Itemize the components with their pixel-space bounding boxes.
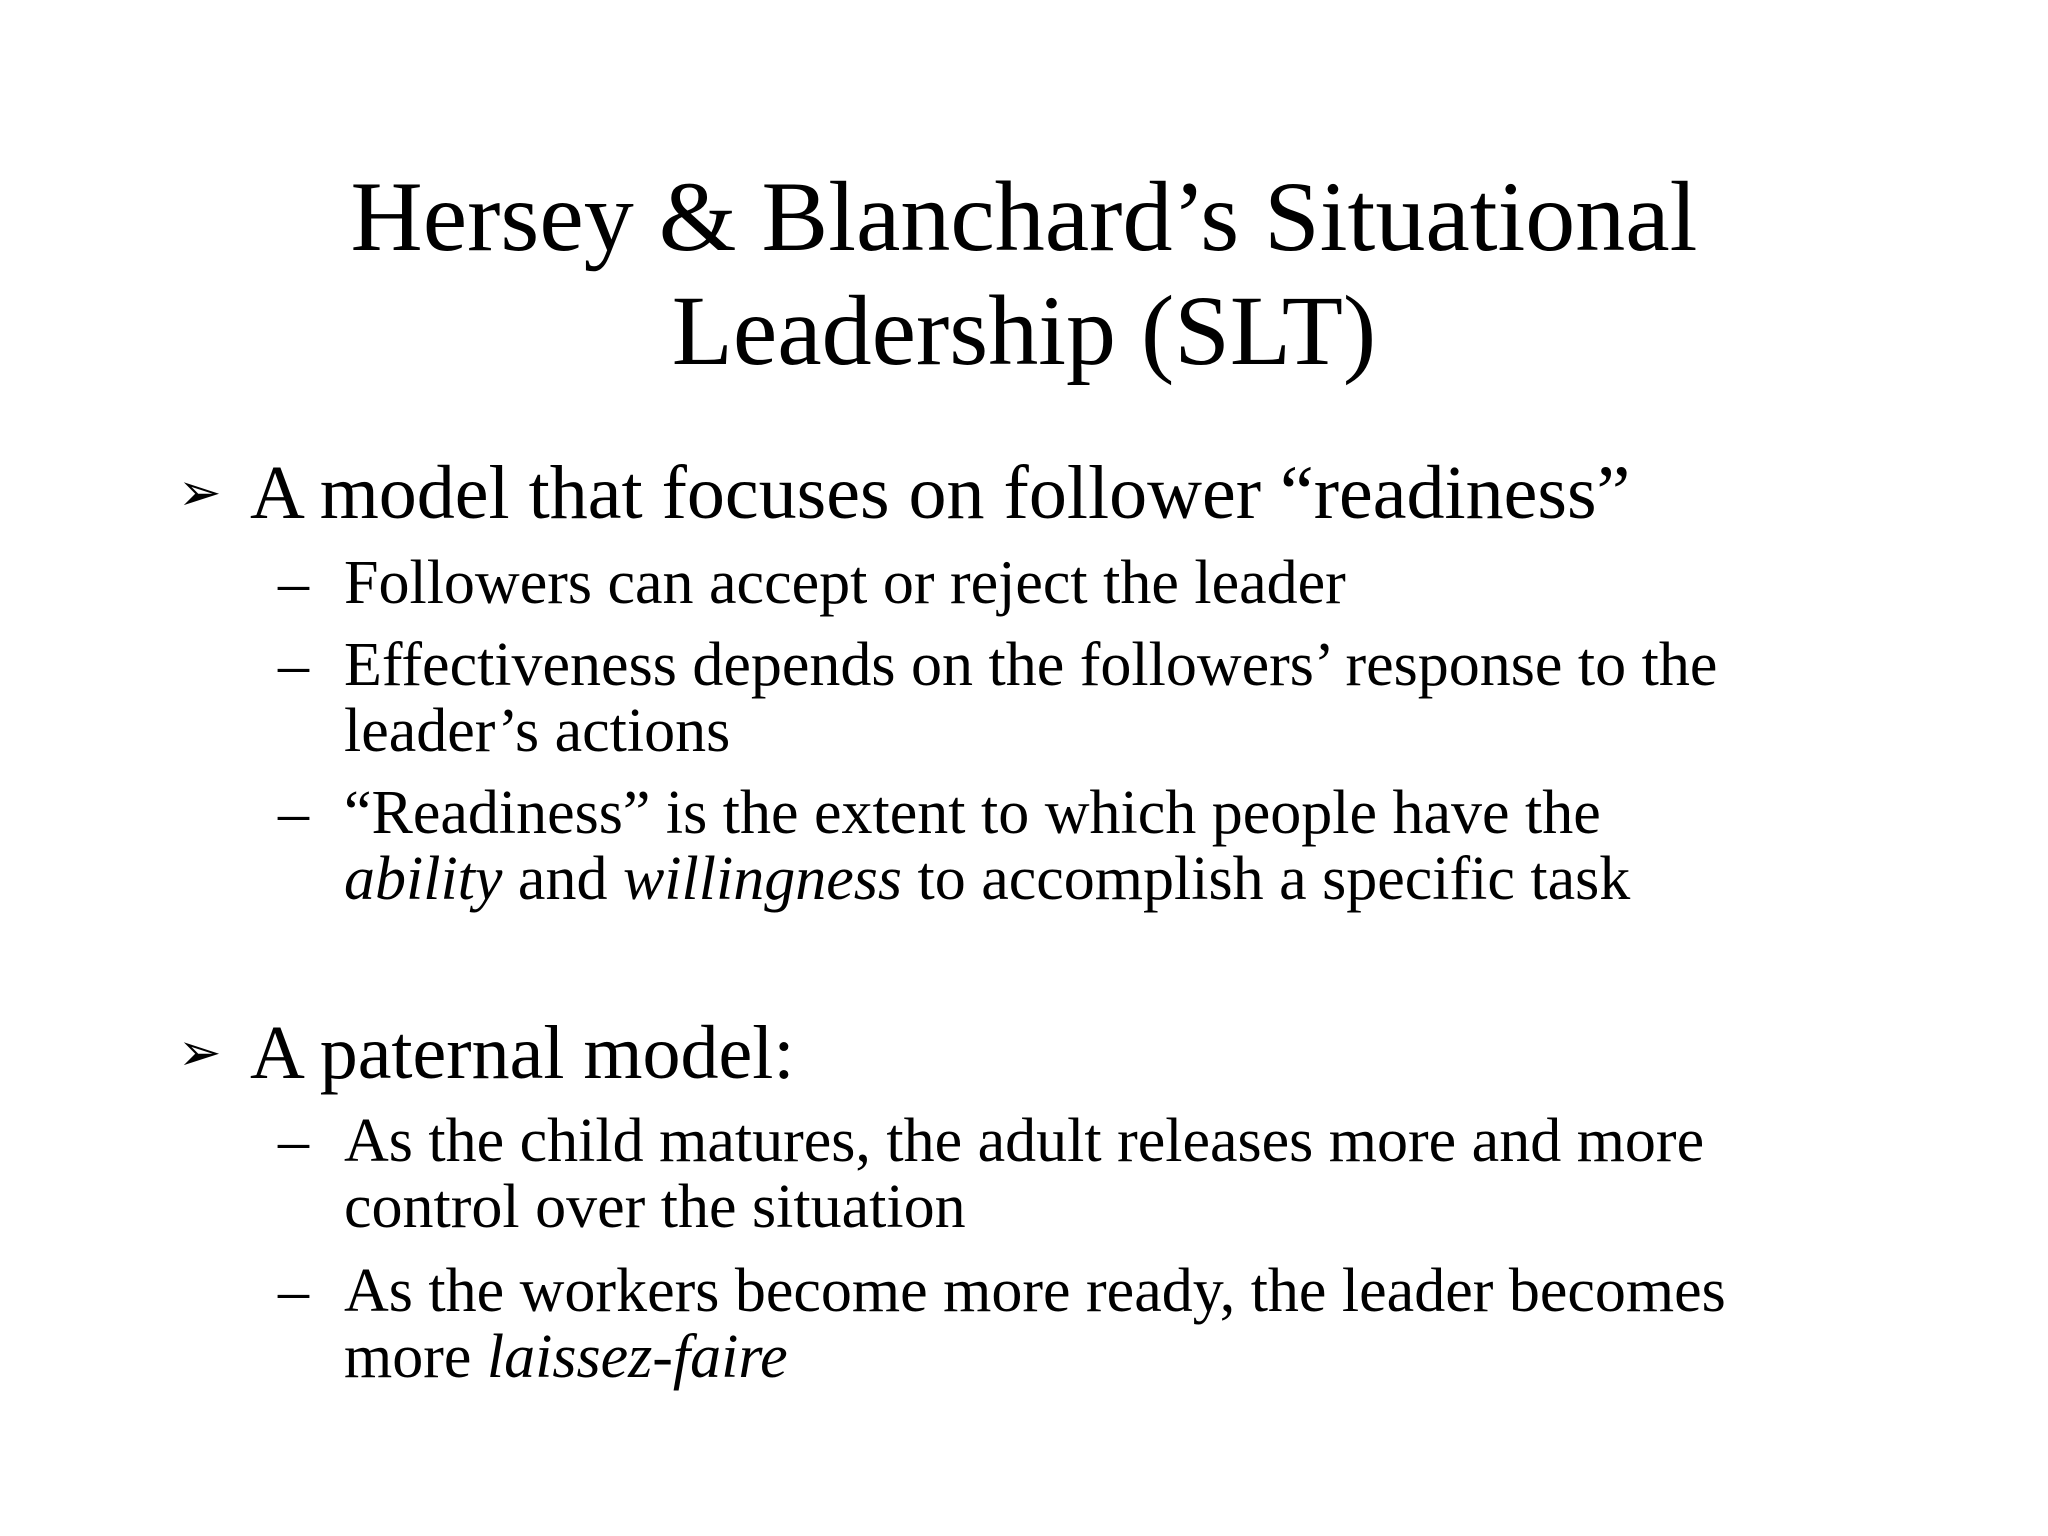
arrow-bullet-icon: ➢: [178, 1023, 222, 1083]
sub-bullet-line: Effectiveness depends on the followers’ response to the: [344, 631, 1718, 699]
dash-marker: –: [278, 1107, 309, 1175]
sub-bullet-text: [344, 550, 1918, 616]
dash-marker: –: [278, 1257, 309, 1325]
sub-bullet-line: leader’s actions: [344, 697, 731, 765]
sub-bullet: [278, 632, 1918, 764]
dash-marker: –: [278, 779, 309, 847]
italic-willingness: willingness: [622, 845, 902, 913]
sub-bullet-line: [344, 1324, 1918, 1390]
sub-bullet-line: As the child matures, the adult releases more and more: [344, 1107, 1705, 1175]
text-task: to accomplish a specific task: [901, 845, 1631, 913]
title-line-2: Leadership (SLT): [671, 275, 1377, 386]
arrow-bullet-icon: ➢: [178, 463, 222, 523]
sub-bullet: [278, 1258, 1918, 1390]
italic-laissez-faire: laissez-faire: [486, 1323, 788, 1391]
italic-ability: ability: [344, 845, 503, 913]
sub-bullet: [278, 780, 1918, 912]
dash-marker: –: [278, 631, 309, 699]
sub-bullet: [278, 1108, 1918, 1240]
sub-bullet-line: control over the situation: [344, 1173, 966, 1241]
slide-title: [0, 160, 2048, 388]
sub-bullet-line: Followers can accept or reject the leader: [344, 549, 1346, 617]
text-and: and: [502, 845, 623, 913]
bullet-text: A paternal model:: [250, 1011, 795, 1095]
sub-bullet-line: [344, 846, 1918, 912]
title-line-1: Hersey & Blanchard’s Situational: [350, 161, 1698, 272]
text-more: more: [344, 1323, 487, 1391]
sub-bullet-text: [344, 1258, 1918, 1390]
sub-bullet: [278, 550, 1918, 616]
bullet-readiness: [178, 450, 1630, 536]
sub-bullet-line: As the workers become more ready, the leader becomes: [344, 1257, 1726, 1325]
bullet-paternal-model: [178, 1010, 795, 1096]
sub-bullet-line: “Readiness” is the extent to which people have the: [344, 779, 1601, 847]
sub-bullet-text: [344, 780, 1918, 912]
bullet-text: A model that focuses on follower “readiness”: [250, 451, 1631, 535]
sub-bullet-text: [344, 1108, 1918, 1240]
dash-marker: –: [278, 549, 309, 617]
sub-bullet-text: [344, 632, 1918, 764]
